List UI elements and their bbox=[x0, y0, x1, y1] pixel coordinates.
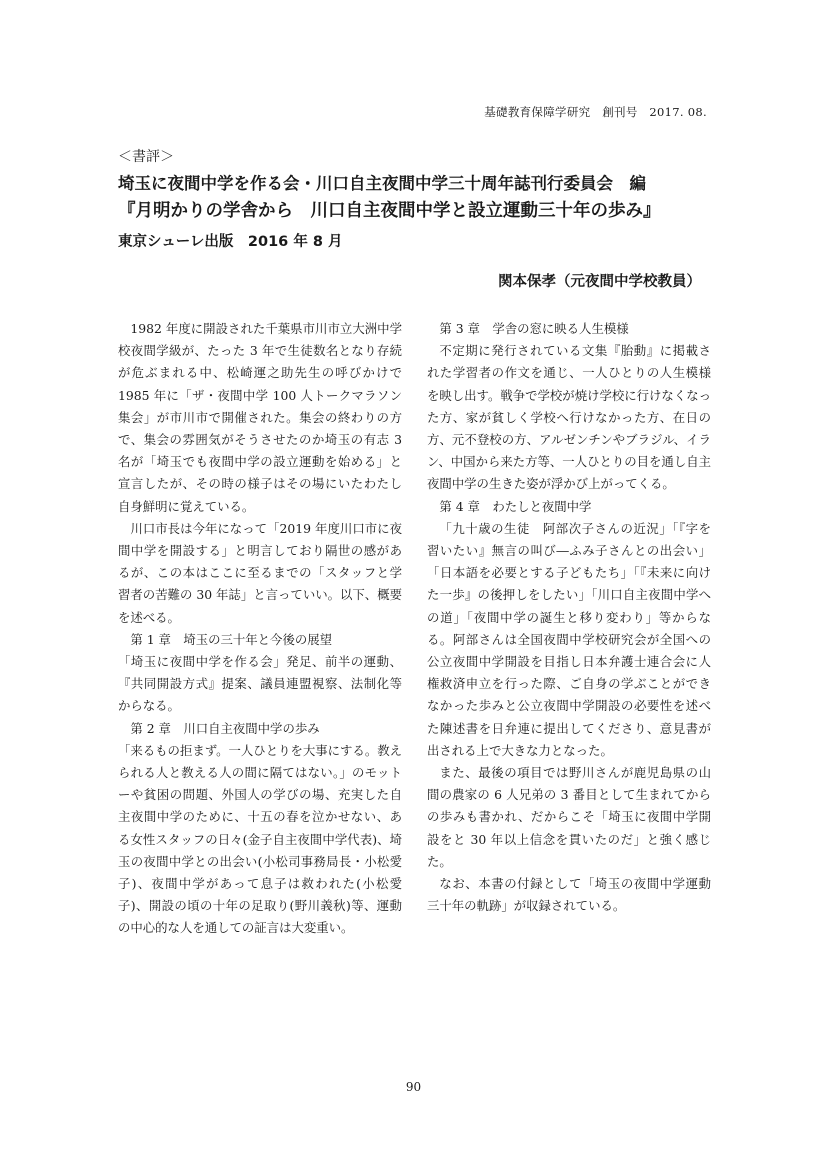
book-title: 『月明かりの学舎から 川口自主夜間中学と設立運動三十年の歩み』 bbox=[118, 201, 661, 221]
running-header: 基礎教育保障学研究 創刊号 2017. 08. bbox=[484, 105, 707, 119]
paragraph: なお、本書の付録として「埼玉の夜間中学運動三十年の軌跡」が収録されている。 bbox=[427, 876, 711, 914]
paragraph: 「九十歳の生徒 阿部次子さんの近況」「『字を習いたい』無言の叫び―ふみ子さんとの出会い」「日本語を必要とする子どもたち」「『未来に向けた一歩』の後押しをしたい」「川口自主夜間中学への道」「夜間中学の誕生と移り変わり」等からなる。阿部さんは全国夜間中学校研究会が全国への公立夜間中学開設を目指し日本弁護士連合会に人権救済申立を行った際、ご自身の学ぶことができなかった歩みと公立夜間中学開設の必要性を述べた陳述書を日弁連に提出してくださり、意見書が出される上で大きな力となった。 bbox=[427, 520, 711, 758]
paragraph: また、最後の項目では野川さんが鹿児島県の山間の農家の 6 人兄弟の 3 番目として生まれてからの歩みも書かれ、だからこそ「埼玉に夜間中学開設をと 30 年以上信念を貫いたのだ」と強く感じた。 bbox=[427, 765, 711, 869]
paragraph: 川口市長は今年になって「2019 年度川口市に夜間中学を開設する」と明言しており隔世の感があるが、この本はここに至るまでの「スタッフと学習者の苦難の 30 年誌」と言っていい。以下、概要を述べる。 bbox=[118, 520, 402, 625]
chapter-heading: 第 4 章 わたしと夜間中学 bbox=[439, 498, 592, 514]
book-editor-line: 埼玉に夜間中学を作る会・川口自主夜間中学三十周年誌刊行委員会 編 bbox=[118, 174, 646, 193]
paragraph: 不定期に発行されている文集『胎動』に掲載された学習者の作文を通じ、一人ひとりの人生模様を映し出す。戦争で学校が焼け学校に行けなくなった方、家が貧しく学校へ行けなかった方、在日の方、元不登校の方、アルゼンチンやブラジル、イラン、中国から来た方等、一人ひとりの目を通し自主夜間中学の生きた姿が浮かび上がってくる。 bbox=[427, 343, 711, 492]
review-author: 関本保孝（元夜間中学校教員） bbox=[498, 274, 701, 290]
paragraph: 「来るもの拒まず。一人ひとりを大事にする。教えられる人と教える人の間に隔てはない。」のモットーや貧困の問題、外国人の学びの場、充実した自主夜間中学のために、十五の春を泣かせない、ある女性スタッフの日々(金子自主夜間中学代表)、埼玉の夜間中学との出会い(小松司事務局長・小松愛子)、夜間中学があって息子は救われた(小松愛子)、開設の頃の十年の足取り(野川義秋)等、運動の中心的な人を通しての証言は大変重い。 bbox=[118, 742, 402, 936]
section-label: ＜書評＞ bbox=[118, 149, 174, 165]
right-column bbox=[427, 318, 711, 917]
paragraph: 「埼玉に夜間中学を作る会」発足、前半の運動、『共同開設方式』提案、議員連盟視察、法制化等からなる。 bbox=[118, 654, 402, 714]
chapter-heading: 第 2 章 川口自主夜間中学の歩み bbox=[130, 720, 320, 736]
chapter-heading: 第 3 章 学舎の窓に映る人生模様 bbox=[439, 321, 629, 336]
chapter-heading: 第 1 章 埼玉の三十年と今後の展望 bbox=[130, 631, 333, 647]
left-column bbox=[118, 318, 402, 940]
publisher-line: 東京シューレ出版 2016 年 8 月 bbox=[118, 234, 343, 250]
page-number: 90 bbox=[405, 1080, 422, 1094]
paragraph: 1982 年度に開設された千葉県市川市立大洲中学校夜間学級が、たった 3 年で生徒数名となり存続が危ぶまれる中、松崎運之助先生の呼びかけで 1985 年に「ザ・夜間中学 100 人トークマラソン集会」が市川市で開催された。集会の終わりの方で、集会の雰囲気がそうさせたのか埼玉の有志 3 名が「埼玉でも夜間中学の設立運動を始める」と宣言したが、その時の様子はその場にいたわたし自身鮮明に覚えている。 bbox=[118, 321, 402, 514]
